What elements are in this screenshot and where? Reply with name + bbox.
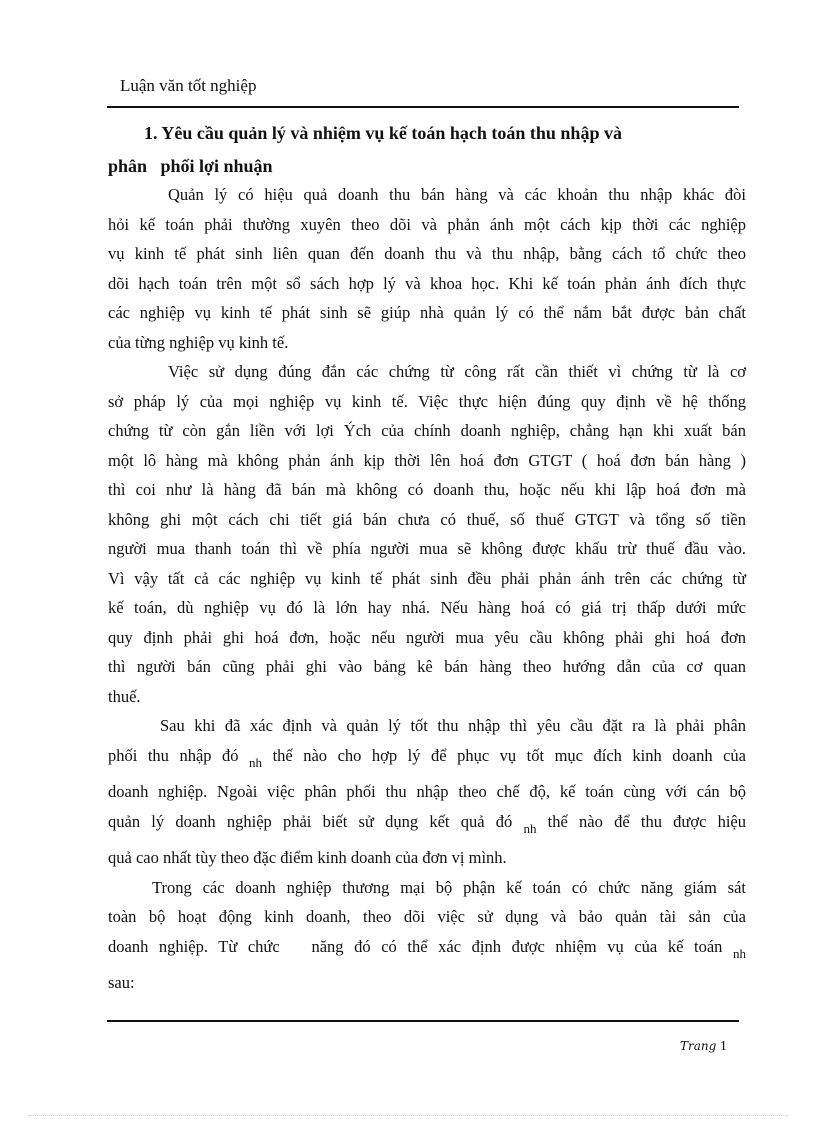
text-line: một lô hàng mà không phản ánh kịp thời lên hoá đơn GTGT ( hoá đơn bán hàng ) xyxy=(108,450,746,470)
text-line: chứng từ còn gắn liền với lợi Ých của chính doanh nghiệp, chẳng hạn khi xuất bán xyxy=(108,421,746,440)
text-line: quy định phải ghi hoá đơn, hoặc nếu người mua yêu cầu không phải ghi hoá đơn xyxy=(108,627,746,647)
text-line: doanh nghiệp. Ngoài việc phân phối thu nhập theo chế độ, kế toán cùng với cán bộ xyxy=(108,782,746,801)
subscript-nh: nh xyxy=(523,820,537,836)
footer-rule xyxy=(107,1020,739,1022)
section-heading xyxy=(108,117,740,183)
text-line: Việc sử dụng đúng đắn các chứng từ công rất cần thiết vì chứng từ là cơ xyxy=(168,362,746,381)
page-footer xyxy=(680,1039,727,1055)
text-line: toàn bộ hoạt động kinh doanh, theo dõi việc sử dụng và bảo quản tài sản của xyxy=(108,907,746,926)
text-line: Trong các doanh nghiệp thương mại bộ phận kế toán có chức năng giám sát xyxy=(152,877,746,897)
text-line: không ghi một cách chi tiết giá bán chưa có thuế, số thuế GTGT và tổng số tiền xyxy=(108,509,746,529)
page-label: Trang xyxy=(680,1039,717,1053)
document-header: Luận văn tốt nghiệp xyxy=(120,76,257,95)
text-line: của từng nghiệp vụ kinh tế. xyxy=(108,332,289,352)
paragraph-2 xyxy=(108,357,746,711)
text-line: người mua thanh toán thì về phía người mua sẽ không được khấu trừ thuế đầu vào. xyxy=(108,539,746,558)
header-rule xyxy=(107,106,739,108)
paragraph-4 xyxy=(108,873,746,998)
paragraph-1 xyxy=(108,180,746,357)
text-line: thuế. xyxy=(108,686,141,706)
text-line: quả cao nhất tùy theo đặc điểm kinh doanh của đơn vị mình. xyxy=(108,848,507,867)
text-line: vụ kinh tế phát sinh liên quan đến doanh thu và thu nhập, bằng cách tổ chức theo xyxy=(108,244,746,263)
heading-line-2: phân phối lợi nhuận xyxy=(108,156,273,176)
page-edge-dotted-line xyxy=(28,1115,788,1116)
text-line: Vì vậy tất cả các nghiệp vụ kinh tế phát sinh đều phải phản ánh trên các chứng từ xyxy=(108,568,746,588)
text-line: các nghiệp vụ kinh tế phát sinh sẽ giúp nhà quản lý có thể nắm bắt được bản chất xyxy=(108,303,746,322)
text-line: dõi hạch toán trên một sổ sách hợp lý và khoa học. Khi kế toán phản ánh đích thực xyxy=(108,273,746,293)
text-fragment: phối thu nhập đó xyxy=(108,745,239,765)
text-line: Quản lý có hiệu quả doanh thu bán hàng và các khoản thu nhập khác đòi xyxy=(168,185,746,204)
text-line: kế toán, dù nghiệp vụ đó là lớn hay nhá. Nếu hàng hoá có giá trị thấp dưới mức xyxy=(108,598,746,617)
text-line: thì coi như là hàng đã bán mà không có doanh thu, hoặc nếu khi lập hoá đơn mà xyxy=(108,480,746,499)
page-number: 1 xyxy=(719,1039,727,1054)
text-line: sau: xyxy=(108,973,135,992)
text-fragment: doanh nghiệp. Từ chức năng đó có thể xác định được nhiệm vụ của kế toán xyxy=(108,936,723,956)
subscript-nh: nh xyxy=(733,945,746,961)
text-line-with-nh xyxy=(108,932,746,969)
subscript-nh: nh xyxy=(249,754,263,770)
paragraph-3 xyxy=(108,711,746,873)
text-line-with-nh xyxy=(108,741,746,778)
body-text xyxy=(108,180,746,998)
text-line: thì người bán cũng phải ghi vào bảng kê bán hàng theo hướng dẫn của cơ quan xyxy=(108,657,746,676)
text-fragment: quản lý doanh nghiệp phải biết sử dụng kết quả đó xyxy=(108,811,513,831)
text-line: sở pháp lý của mọi nghiệp vụ kinh tế. Việc thực hiện đúng quy định về hệ thống xyxy=(108,391,746,411)
text-fragment: thế nào cho hợp lý để phục vụ tốt mục đích kinh doanh của xyxy=(272,745,746,765)
text-line: Sau khi đã xác định và quản lý tốt thu nhập thì yêu cầu đặt ra là phải phân xyxy=(160,716,746,735)
text-line: hỏi kế toán phải thường xuyên theo dõi và phản ánh một cách kịp thời các nghiệp xyxy=(108,214,746,234)
text-line-with-nh xyxy=(108,807,746,844)
heading-line-1: 1. Yêu cầu quản lý và nhiệm vụ kế toán hạch toán thu nhập và xyxy=(144,123,622,143)
text-fragment: thế nào để thu được hiệu xyxy=(547,811,747,831)
